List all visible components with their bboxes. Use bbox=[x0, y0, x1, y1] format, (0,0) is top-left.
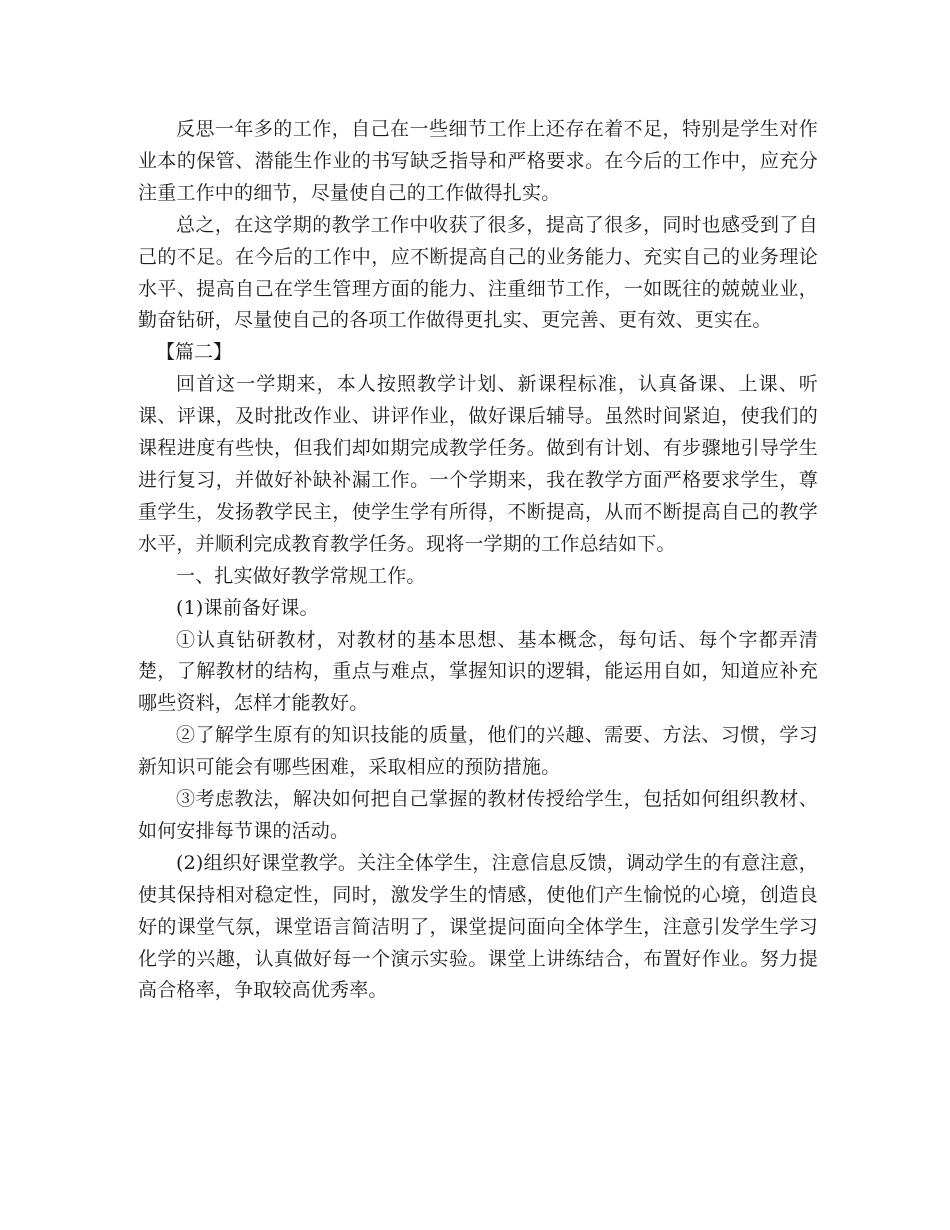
paragraph-subitem-classroom: (2)组织好课堂教学。关注全体学生，注意信息反馈，调动学生的有意注意，使其保持相对稳定性，同时，激发学生的情感，使他们产生愉悦的心境，创造良好的课堂气氛，课堂语言简洁明了，课堂提问面向全体学生，注意引发学生学习化学的兴趣，认真做好每一个演示实验。课堂上讲练结合，布置好作业。努力提高合格率，争取较高优秀率。 bbox=[138, 851, 818, 1002]
paragraph-point-2: ②了解学生原有的知识技能的质量，他们的兴趣、需要、方法、习惯，学习新知识可能会有哪些困难，采取相应的预防措施。 bbox=[138, 724, 818, 779]
paragraph-point-1: ①认真钻研教材，对教材的基本思想、基本概念，每句话、每个字都弄清楚，了解教材的结构，重点与难点，掌握知识的逻辑，能运用自如，知道应补充哪些资料，怎样才能教好。 bbox=[138, 628, 818, 715]
document-body bbox=[138, 114, 818, 1007]
paragraph-item-one: 一、扎实做好教学常规工作。 bbox=[176, 564, 426, 587]
paragraph-summary: 总之，在这学期的教学工作中收获了很多，提高了很多，同时也感受到了自己的不足。在今后的工作中，应不断提高自己的业务能力、充实自己的业务理论水平、提高自己在学生管理方面的能力、注重细节工作，一如既往的兢兢业业，勤奋钻研，尽量使自己的各项工作做得更扎实、更完善、更有效、更实在。 bbox=[138, 213, 818, 332]
paragraph-subitem-prepare: (1)课前备好课。 bbox=[176, 596, 319, 619]
paragraph-reflection: 反思一年多的工作，自己在一些细节工作上还存在着不足，特别是学生对作业本的保管、潜能生作业的书写缺乏指导和严格要求。在今后的工作中，应充分注重工作中的细节，尽量使自己的工作做得扎实。 bbox=[138, 118, 818, 204]
section-heading-part-two: 【篇二】 bbox=[156, 341, 233, 364]
paragraph-point-3: ③考虑教法，解决如何把自己掌握的教材传授给学生，包括如何组织教材、如何安排每节课的活动。 bbox=[138, 788, 818, 842]
paragraph-review: 回首这一学期来，本人按照教学计划、新课程标准，认真备课、上课、听课、评课，及时批改作业、讲评作业，做好课后辅导。虽然时间紧迫，使我们的课程进度有些快，但我们却如期完成教学任务。做到有计划、有步骤地引导学生进行复习，并做好补缺补漏工作。一个学期来，我在教学方面严格要求学生，尊重学生，发扬教学民主，使学生学有所得，不断提高，从而不断提高自己的教学水平，并顺利完成教育教学任务。现将一学期的工作总结如下。 bbox=[138, 373, 818, 555]
